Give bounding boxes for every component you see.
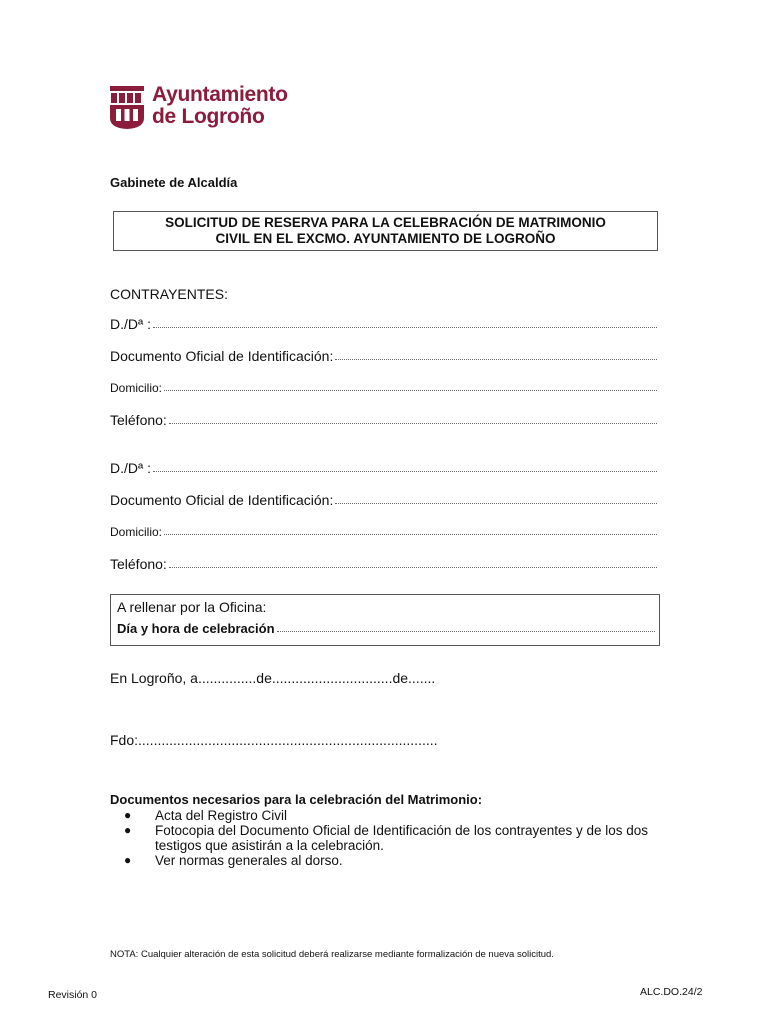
bullet-icon: ●	[124, 808, 132, 822]
documents-list	[110, 808, 670, 868]
id-label: Documento Oficial de Identificación:	[110, 348, 334, 364]
list-item	[110, 853, 670, 868]
id-field-1[interactable]	[110, 348, 657, 364]
department-label: Gabinete de Alcaldía	[110, 175, 238, 190]
list-item	[110, 823, 670, 853]
bullet-icon: ●	[124, 853, 132, 867]
name-label: D./Dª :	[110, 460, 151, 476]
logo	[108, 84, 338, 132]
office-box	[110, 594, 660, 646]
list-item-text: Acta del Registro Civil	[155, 808, 288, 823]
address-label: Domicilio:	[110, 525, 163, 539]
phone-label: Teléfono:	[110, 556, 167, 572]
address-field-1[interactable]	[110, 381, 657, 395]
address-label: Domicilio:	[110, 381, 163, 395]
form-title-line-2: CIVIL EN EL EXCMO. AYUNTAMIENTO DE LOGROÑO	[215, 231, 556, 246]
place-date-line[interactable]: En Logroño, a...............de...............................de.......	[110, 670, 436, 686]
form-title-line-1: SOLICITUD DE RESERVA PARA LA CELEBRACIÓN DE MATRIMONIO	[165, 215, 606, 230]
name-label: D./Dª :	[110, 316, 151, 332]
list-item-text: Fotocopia del Documento Oficial de Identificación de los contrayentes y de los dos testigos que asistirán a la celebración.	[155, 823, 649, 853]
celebration-datetime-label: Día y hora de celebración	[117, 621, 275, 636]
list-item	[110, 808, 670, 823]
phone-field-1[interactable]	[110, 412, 657, 428]
revision-label: Revisión 0	[48, 989, 98, 1001]
signature-line[interactable]: Fdo:.............................................................................	[110, 732, 438, 748]
list-item-text: Ver normas generales al dorso.	[155, 853, 343, 868]
bullet-icon: ●	[124, 823, 132, 837]
coat-of-arms-icon	[108, 84, 146, 130]
phone-field-2[interactable]	[110, 556, 657, 572]
documents-title: Documentos necesarios para la celebración del Matrimonio:	[110, 792, 483, 807]
phone-label: Teléfono:	[110, 412, 167, 428]
office-heading: A rellenar por la Oficina:	[117, 599, 267, 615]
celebration-datetime-field[interactable]	[117, 621, 655, 636]
logo-line-2: de Logroño	[152, 105, 265, 128]
form-title	[113, 211, 658, 251]
document-code: ALC.DO.24/2	[640, 986, 703, 998]
contrayentes-heading: CONTRAYENTES:	[110, 286, 228, 302]
name-field-2[interactable]	[110, 460, 657, 476]
name-field-1[interactable]	[110, 316, 657, 332]
note-text: NOTA: Cualquier alteración de esta solicitud deberá realizarse mediante formalización de nueva solicitud.	[110, 949, 554, 960]
address-field-2[interactable]	[110, 525, 657, 539]
id-field-2[interactable]	[110, 492, 657, 508]
logo-line-1: Ayuntamiento	[152, 83, 288, 106]
id-label: Documento Oficial de Identificación:	[110, 492, 334, 508]
